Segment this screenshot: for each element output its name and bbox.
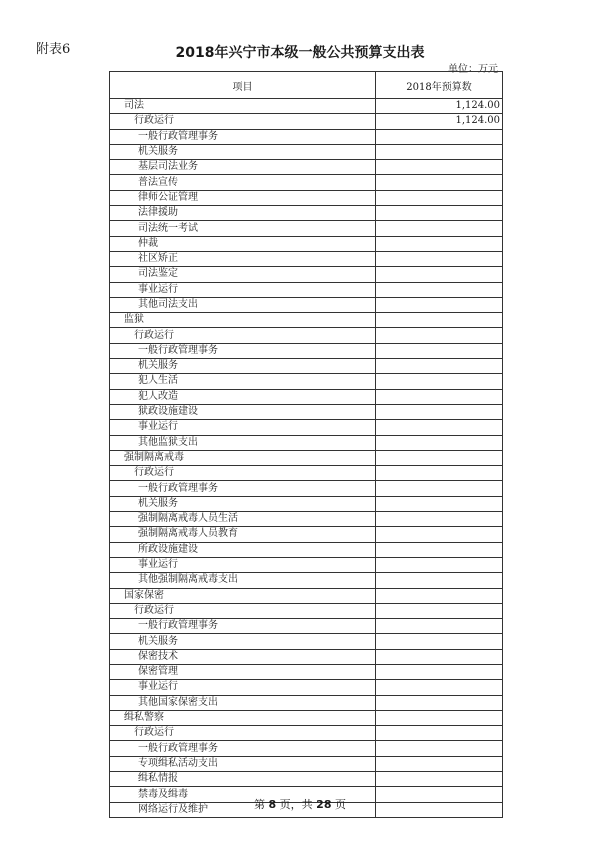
table-row [110, 542, 503, 557]
table-row [110, 756, 503, 771]
row-budget-amount [376, 359, 503, 374]
table-row [110, 190, 503, 205]
row-item-name: 其他强制隔离戒毒支出 [110, 573, 376, 588]
table-row [110, 144, 503, 159]
table-row [110, 634, 503, 649]
footer-middle: 页，共 [279, 798, 313, 811]
table-row [110, 328, 503, 343]
row-item-name: 所政设施建设 [110, 542, 376, 557]
page-title: 2018年兴宁市本级一般公共预算支出表 [175, 45, 425, 61]
row-budget-amount [376, 741, 503, 756]
row-item-name: 犯人改造 [110, 389, 376, 404]
table-row [110, 481, 503, 496]
row-item-name: 保密技术 [110, 649, 376, 664]
row-budget-amount [376, 573, 503, 588]
row-budget-amount [376, 726, 503, 741]
footer-total-pages: 28 [316, 798, 332, 811]
row-budget-amount [376, 649, 503, 664]
row-item-name: 一般行政管理事务 [110, 481, 376, 496]
row-item-name: 司法 [110, 99, 376, 114]
table-row [110, 420, 503, 435]
row-item-name: 强制隔离戒毒 [110, 450, 376, 465]
row-item-name: 行政运行 [110, 114, 376, 129]
row-item-name: 保密管理 [110, 664, 376, 679]
footer-prefix: 第 [254, 798, 266, 811]
row-item-name: 司法统一考试 [110, 221, 376, 236]
row-budget-amount [376, 190, 503, 205]
row-budget-amount [376, 236, 503, 251]
row-budget-amount [376, 144, 503, 159]
row-item-name: 行政运行 [110, 328, 376, 343]
appendix-tag: 附表6 [36, 42, 71, 57]
row-item-name: 事业运行 [110, 420, 376, 435]
footer-page-number: 8 [268, 798, 277, 811]
row-budget-amount [376, 267, 503, 282]
row-budget-amount [376, 450, 503, 465]
row-item-name: 行政运行 [110, 726, 376, 741]
row-item-name: 机关服务 [110, 359, 376, 374]
row-budget-amount [376, 420, 503, 435]
row-item-name: 事业运行 [110, 680, 376, 695]
table-row [110, 726, 503, 741]
table-row [110, 512, 503, 527]
row-item-name: 法律援助 [110, 206, 376, 221]
table-row [110, 588, 503, 603]
row-item-name: 机关服务 [110, 634, 376, 649]
row-item-name: 仲裁 [110, 236, 376, 251]
footer-suffix: 页 [334, 798, 346, 811]
row-budget-amount [376, 129, 503, 144]
row-budget-amount [376, 619, 503, 634]
row-item-name: 机关服务 [110, 496, 376, 511]
budget-table [109, 71, 503, 818]
row-item-name: 缉私情报 [110, 772, 376, 787]
row-budget-amount [376, 313, 503, 328]
table-body [110, 99, 503, 818]
page-footer [0, 796, 600, 812]
row-item-name: 机关服务 [110, 144, 376, 159]
row-item-name: 其他监狱支出 [110, 435, 376, 450]
table-row [110, 649, 503, 664]
table-row [110, 389, 503, 404]
row-budget-amount [376, 527, 503, 542]
table-row [110, 313, 503, 328]
row-budget-amount [376, 756, 503, 771]
table-row [110, 772, 503, 787]
row-item-name: 专项缉私活动支出 [110, 756, 376, 771]
row-item-name: 强制隔离戒毒人员教育 [110, 527, 376, 542]
row-budget-amount [376, 251, 503, 266]
row-budget-amount [376, 496, 503, 511]
row-budget-amount [376, 588, 503, 603]
row-budget-amount [376, 297, 503, 312]
row-item-name: 律师公证管理 [110, 190, 376, 205]
table-row [110, 619, 503, 634]
table-header-row [110, 72, 503, 99]
row-budget-amount [376, 206, 503, 221]
row-item-name: 国家保密 [110, 588, 376, 603]
table-row [110, 160, 503, 175]
row-budget-amount [376, 542, 503, 557]
unit-label: 单位：万元 [448, 64, 498, 75]
table-row [110, 741, 503, 756]
row-item-name: 社区矫正 [110, 251, 376, 266]
row-budget-amount [376, 328, 503, 343]
row-budget-amount [376, 374, 503, 389]
row-item-name: 行政运行 [110, 603, 376, 618]
table-row [110, 496, 503, 511]
row-item-name: 禁毒及缉毒 [110, 787, 376, 802]
row-budget-amount [376, 695, 503, 710]
row-budget-amount [376, 512, 503, 527]
table-row [110, 680, 503, 695]
table-row [110, 206, 503, 221]
row-item-name: 一般行政管理事务 [110, 129, 376, 144]
row-budget-amount [376, 710, 503, 725]
row-item-name: 一般行政管理事务 [110, 741, 376, 756]
row-item-name: 一般行政管理事务 [110, 343, 376, 358]
row-item-name: 强制隔离戒毒人员生活 [110, 512, 376, 527]
table-row [110, 221, 503, 236]
table-row [110, 603, 503, 618]
row-budget-amount [376, 603, 503, 618]
row-budget-amount [376, 557, 503, 572]
table-row [110, 297, 503, 312]
row-item-name: 行政运行 [110, 466, 376, 481]
table-row [110, 404, 503, 419]
row-item-name: 监狱 [110, 313, 376, 328]
table-row [110, 664, 503, 679]
row-item-name: 网络运行及维护 [110, 802, 376, 817]
row-item-name: 犯人生活 [110, 374, 376, 389]
table-row [110, 450, 503, 465]
row-item-name: 其他司法支出 [110, 297, 376, 312]
table-row [110, 114, 503, 129]
table-row [110, 251, 503, 266]
row-budget-amount [376, 435, 503, 450]
row-budget-amount [376, 772, 503, 787]
row-budget-amount [376, 466, 503, 481]
row-budget-amount [376, 389, 503, 404]
row-item-name: 事业运行 [110, 557, 376, 572]
table-row [110, 557, 503, 572]
row-budget-amount [376, 634, 503, 649]
table-row [110, 374, 503, 389]
row-budget-amount [376, 175, 503, 190]
row-item-name: 普法宣传 [110, 175, 376, 190]
row-budget-amount [376, 282, 503, 297]
table-row [110, 343, 503, 358]
row-budget-amount [376, 343, 503, 358]
table-row [110, 129, 503, 144]
table-row [110, 710, 503, 725]
row-item-name: 一般行政管理事务 [110, 619, 376, 634]
table-row [110, 359, 503, 374]
table-row [110, 282, 503, 297]
row-budget-amount [376, 404, 503, 419]
row-item-name: 缉私警察 [110, 710, 376, 725]
row-budget-amount [376, 680, 503, 695]
table-row [110, 236, 503, 251]
table-row [110, 99, 503, 114]
row-item-name: 其他国家保密支出 [110, 695, 376, 710]
row-budget-amount [376, 481, 503, 496]
table-row [110, 435, 503, 450]
row-budget-amount: 1,124.00 [376, 99, 503, 114]
column-header-budget: 2018年预算数 [376, 72, 503, 99]
table-row [110, 573, 503, 588]
row-item-name: 事业运行 [110, 282, 376, 297]
table-row [110, 527, 503, 542]
row-item-name: 司法鉴定 [110, 267, 376, 282]
row-budget-amount [376, 221, 503, 236]
table-row [110, 466, 503, 481]
row-budget-amount: 1,124.00 [376, 114, 503, 129]
column-header-item: 项目 [110, 72, 376, 99]
row-budget-amount [376, 664, 503, 679]
row-item-name: 狱政设施建设 [110, 404, 376, 419]
table-row [110, 695, 503, 710]
table-row [110, 267, 503, 282]
row-budget-amount [376, 160, 503, 175]
row-item-name: 基层司法业务 [110, 160, 376, 175]
table-row [110, 175, 503, 190]
